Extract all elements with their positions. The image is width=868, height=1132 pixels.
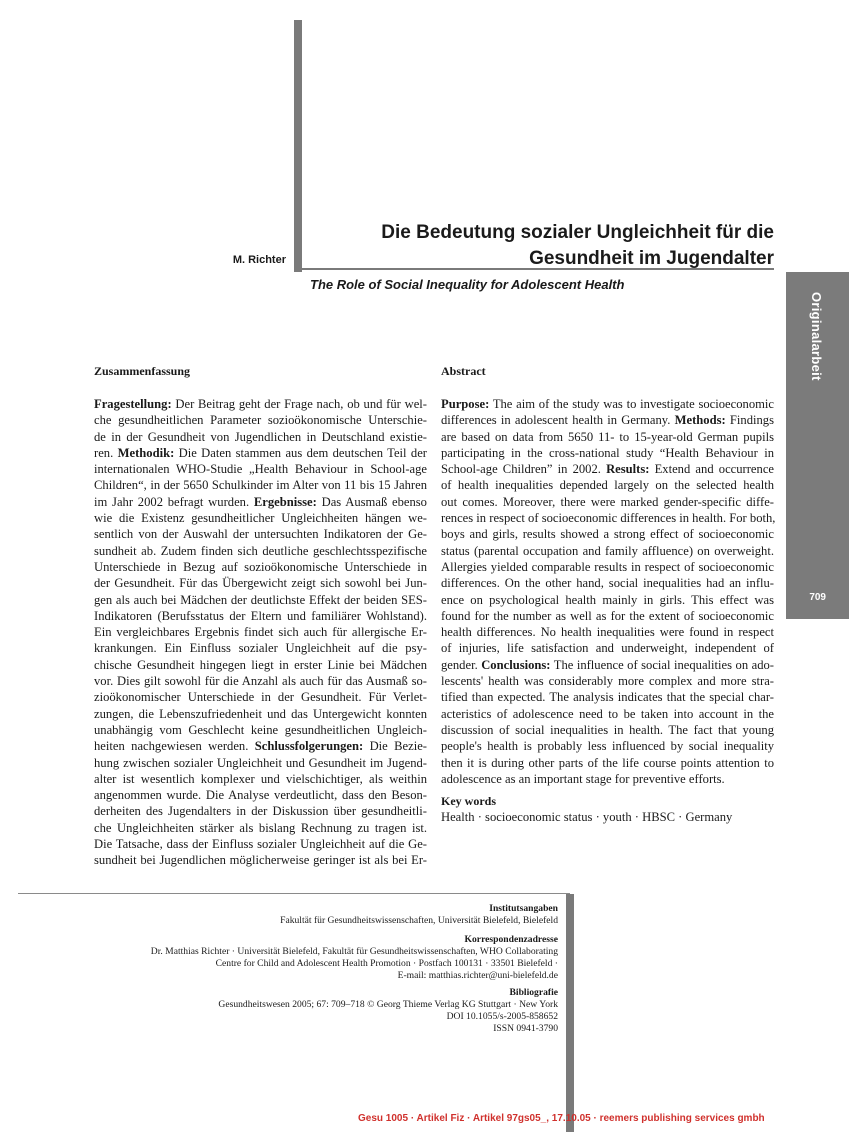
bibliography-block	[18, 987, 558, 1035]
text-line	[94, 494, 427, 510]
text-line	[94, 852, 427, 868]
text-run: Indikatoren (Berufsstatus der Eltern und familiärer Wohlstand).	[94, 608, 427, 623]
text-line	[94, 510, 427, 526]
abstract-body	[441, 396, 774, 787]
print-production-line: Gesu 1005 · Artikel Fiz · Artikel 97gs05_, 17.10.05 · reemers publishing services gmbh	[358, 1113, 765, 1124]
text-run: Der Beitrag geht der Frage nach, ob und für wel-	[171, 397, 427, 411]
text-line	[94, 429, 427, 445]
run-in-heading: Fragestellung:	[94, 397, 172, 411]
article-type-label	[786, 272, 849, 392]
text-line	[94, 575, 427, 591]
text-run: differences. On the other hand, social inequalities had an influ-	[441, 576, 774, 591]
text-line	[441, 755, 774, 771]
text-run: Die Tatsache, dass der Einfluss sozialer Ungleichheit auf die Ge-	[94, 837, 427, 852]
correspondence-heading: Korrespondenzadresse	[464, 934, 558, 945]
text-line	[94, 803, 427, 819]
text-line	[94, 755, 427, 771]
text-run: zungen, die Lebenszufriedenheit und das Untergewicht konnten	[94, 706, 427, 721]
text-line	[94, 706, 427, 722]
text-line	[441, 673, 774, 689]
text-run: of injuries, life satisfaction and underweight, independent of	[441, 641, 774, 656]
text-run: unabhängig vom Geschlecht keine gesundheitlichen Ungleich-	[94, 722, 427, 737]
text-run: The aim of the study was to investigate socioeconomic	[489, 397, 774, 411]
text-line	[94, 477, 427, 493]
text-run: lescents' health was considerably more complex and more stra-	[441, 674, 774, 689]
issn-line: ISSN 0941-3790	[493, 1023, 558, 1034]
bibliography-line: Gesundheitswesen 2005; 67: 709–718 © Georg Thieme Verlag KG Stuttgart · New York	[218, 999, 558, 1010]
text-line	[441, 494, 774, 510]
text-run: people's health is probably less influenced by social inequality	[441, 739, 774, 754]
text-run: sentlich von der Auswahl der untersuchten Indikatoren der Ge-	[94, 527, 427, 542]
text-run: differences in adolescent health in Germany.	[441, 413, 675, 428]
text-line	[441, 477, 774, 493]
text-run: Extend and occurrence	[649, 462, 774, 477]
text-run: chische Gesundheit hingegen liegt in erster Linie bei Mädchen	[94, 657, 427, 672]
run-in-heading: Results:	[606, 462, 650, 477]
text-line	[441, 738, 774, 754]
text-run: status (parental occupation and family affluence) on overweight.	[441, 543, 774, 558]
keywords-heading: Key words	[441, 794, 496, 808]
zusammenfassung-heading: Zusammenfassung	[94, 364, 191, 378]
article-title-german	[360, 220, 774, 272]
text-run: then it is during other parts of the life course points attention to	[441, 755, 774, 770]
text-line	[441, 429, 774, 445]
correspondence-line: Centre for Child and Adolescent Health Promotion · Postfach 100131 · 33501 Bielefeld ·	[215, 958, 558, 969]
correspondence-email[interactable]: E-mail: matthias.richter@uni-bielefeld.de	[397, 970, 558, 981]
text-run: participating in the cross-national study “Health Behaviour in	[441, 445, 774, 460]
run-in-heading: Ergebnisse:	[253, 494, 317, 509]
text-line	[94, 526, 427, 542]
run-in-heading: Methods:	[674, 413, 726, 428]
text-run: ence on psychological health mainly in girls. This effect was	[441, 592, 774, 607]
text-line	[94, 673, 427, 689]
text-line	[94, 722, 427, 738]
text-run: sundheit bei Jugendlichen möglicherweise geringer ist als bei Er-	[94, 853, 427, 868]
text-line	[94, 608, 427, 624]
text-run: gender.	[441, 657, 482, 672]
run-in-heading: Conclusions:	[481, 657, 551, 672]
text-run: internationalen WHO-Studie „Health Behaviour in School-age	[94, 462, 427, 477]
text-run: Allergies yielded comparable results in respect of socioeconomic	[441, 559, 774, 574]
text-line	[441, 396, 774, 412]
title-line: Gesundheit im Jugendalter	[529, 248, 774, 269]
text-run: health differences. No health inequalities were found in respect	[441, 625, 774, 640]
bibliography-heading: Bibliografie	[509, 987, 558, 998]
text-run: acteristics of adolescence need to be taken into account in the	[441, 706, 774, 721]
text-run: Die Daten stammen aus dem deutschen Teil der	[174, 445, 427, 460]
text-line	[94, 592, 427, 608]
text-run: im Jahr 2002 befragt wurden.	[94, 494, 254, 509]
text-line	[441, 592, 774, 608]
text-run: boys and girls, results showed a strong effect of socioeconomic	[441, 527, 774, 542]
text-run: adolescence as an important stage for preventive efforts.	[441, 771, 725, 786]
text-line	[441, 706, 774, 722]
doi-line[interactable]: DOI 10.1055/s-2005-858652	[446, 1011, 558, 1022]
footer-vertical-rule	[566, 894, 574, 1132]
text-run: are based on data from 5650 11- to 15-year-old German pupils	[441, 429, 774, 444]
text-line	[441, 722, 774, 738]
institute-text: Fakultät für Gesundheitswissenschaften, Universität Bielefeld, Bielefeld	[280, 915, 558, 926]
text-line	[441, 543, 774, 559]
correspondence-block	[18, 934, 558, 982]
text-run: School-age Children” in 2002.	[441, 462, 607, 477]
text-run: de in der Gesundheit von Jugendlichen in Deutschland existie-	[94, 429, 427, 444]
page-number: 709	[809, 592, 826, 603]
text-line	[441, 575, 774, 591]
text-line	[94, 738, 427, 754]
text-run: wie die Existenz gesundheitlicher Ungleichheiten hängen we-	[94, 511, 427, 526]
text-run: discussion of social inequalities in health. The fact that young	[441, 722, 774, 737]
text-run: hung zwischen sozialer Ungleichheit und Gesundheit im Jugend-	[94, 755, 427, 770]
text-line	[441, 412, 774, 428]
text-run: alter ist wesentlich komplexer und vielschichtiger, als weithin	[94, 771, 427, 786]
run-in-heading: Schlussfolgerungen:	[254, 739, 364, 754]
institute-block	[18, 903, 558, 927]
text-run: tified than expected. The analysis indicates that the special char-	[441, 690, 774, 705]
text-line	[441, 689, 774, 705]
zusammenfassung-body	[94, 396, 427, 869]
text-run: out comes. Moreover, there were marked gender-specific diffe-	[441, 494, 774, 509]
text-run: rences in respect of socioeconomic differences in health. For both,	[441, 511, 776, 526]
text-run: ren.	[94, 445, 118, 460]
text-line	[94, 787, 427, 803]
text-line	[441, 445, 774, 461]
text-run: che Ungleichheiten stärker als bislang Rechnung zu tragen ist.	[94, 820, 427, 835]
text-line	[441, 510, 774, 526]
text-line	[441, 559, 774, 575]
institute-heading: Institutsangaben	[489, 903, 558, 914]
text-line	[94, 445, 427, 461]
text-run: Das Ausmaß ebenso	[316, 494, 427, 509]
text-line	[441, 461, 774, 477]
text-run: sundheit ab. Zudem finden sich deutliche geschlechtsspezifische	[94, 543, 427, 558]
text-run: derheiten des Jugendalters in der Diskussion über gesundheitli-	[94, 804, 427, 819]
article-title-english: The Role of Social Inequality for Adolescent Health	[310, 277, 625, 292]
keywords-list: Health · socioeconomic status · youth · HBSC · Germany	[441, 810, 733, 824]
text-run: Unterschiede in Bezug auf sozioökonomische Unterschiede in	[94, 559, 427, 574]
text-line	[441, 771, 774, 787]
header-vertical-rule	[294, 20, 302, 272]
article-type-text: Originalarbeit	[809, 292, 824, 381]
text-run: The influence of social inequalities on ado-	[550, 657, 774, 672]
text-line	[94, 689, 427, 705]
text-run: krankungen. Ein Einfluss sozialer Ungleichheit auf die psy-	[94, 641, 427, 656]
text-run: Ein vergleichbares Ergebnis findet sich auch für allergische Er-	[94, 625, 427, 640]
text-line	[94, 820, 427, 836]
text-line	[94, 543, 427, 559]
text-line	[94, 559, 427, 575]
text-line	[94, 836, 427, 852]
text-line	[94, 771, 427, 787]
text-run: found for the number as well as for the extent of socioeconomic	[441, 608, 774, 623]
correspondence-line: Dr. Matthias Richter · Universität Bielefeld, Fakultät für Gesundheitswissenschaften, WHO Collaborating	[150, 946, 558, 957]
footer-horizontal-rule	[18, 893, 570, 894]
text-line	[441, 624, 774, 640]
text-run: gen als auch bei Mädchen der deutlichste Effekt der beiden SES-	[94, 592, 427, 607]
text-line	[94, 657, 427, 673]
text-run: zioökonomischer Unterschiede in der Gesundheit. Für Verlet-	[94, 690, 427, 705]
abstract-heading: Abstract	[441, 364, 486, 378]
text-run: angenommen wurde. Die Analyse verdeutlicht, dass den Beson-	[94, 788, 427, 803]
text-line	[441, 657, 774, 673]
text-line	[441, 640, 774, 656]
author-name: M. Richter	[232, 254, 286, 266]
title-line: Die Bedeutung sozialer Ungleichheit für die	[381, 222, 774, 243]
run-in-heading: Methodik:	[117, 445, 175, 460]
text-run: Children“, in der 5650 Schulkinder im Alter von 11 bis 15 Jahren	[94, 478, 427, 493]
text-line	[94, 624, 427, 640]
text-line	[94, 461, 427, 477]
text-run: der Gesundheit. Für das Übergewicht zeigt sich sowohl bei Jun-	[94, 576, 427, 591]
text-run: che gesundheitlichen Parameter sozioökonomische Unterschie-	[94, 413, 427, 428]
text-run: vor. Dies gilt sowohl für die Anzahl als auch für das Ausmaß so-	[94, 674, 427, 689]
text-run: Die Bezie-	[363, 739, 427, 754]
text-line	[94, 396, 427, 412]
text-line	[94, 412, 427, 428]
text-line	[94, 640, 427, 656]
text-run: Findings	[725, 413, 774, 428]
text-line	[441, 526, 774, 542]
text-run: of health inequalities depended largely on the selected health	[441, 478, 774, 493]
text-run: heiten nachgewiesen werden.	[94, 739, 255, 754]
text-line	[441, 608, 774, 624]
run-in-heading: Purpose:	[441, 397, 490, 411]
